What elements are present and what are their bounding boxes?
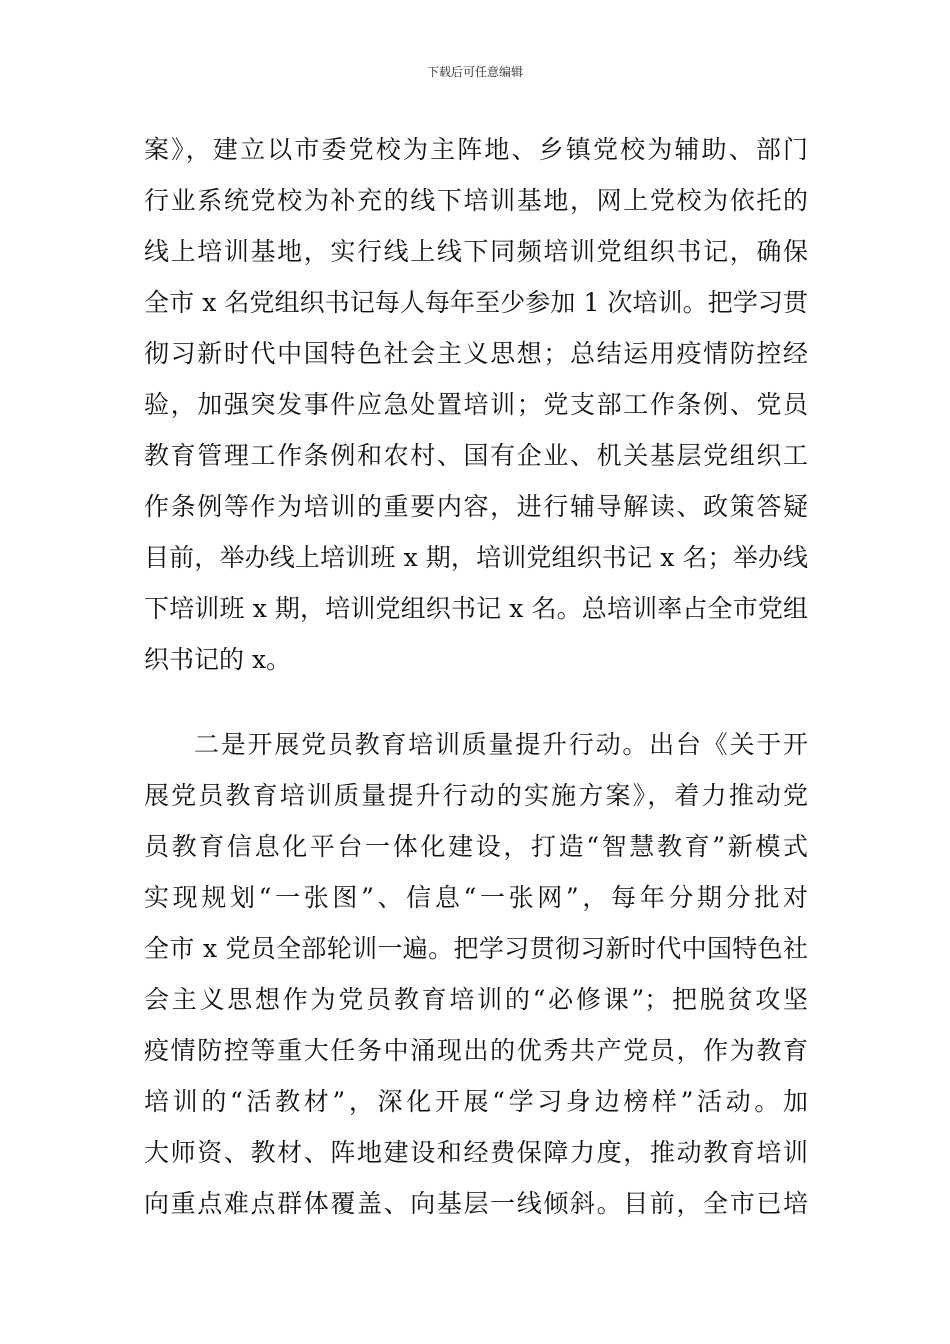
text-line: 织书记的 x。 [144,645,292,674]
text-line: 验，加强突发事件应急处置培训；党支部工作条例、党员 [144,390,808,419]
text-line: 目前，举办线上培训班 x 期，培训党组织书记 x 名；举办线 [144,543,808,572]
paragraph-member-education [144,719,808,1229]
text-line: 实现规划“一张图”、信息“一张网”，每年分期分批对 [144,883,808,912]
text-line: 彻习新时代中国特色社会主义思想；总结运用疫情防控经 [144,339,808,368]
text-line: 作条例等作为培训的重要内容，进行辅导解读、政策答疑 [144,492,808,521]
text-line: 教育管理工作条例和农村、国有企业、机关基层党组织工 [144,441,808,470]
text-line: 案》，建立以市委党校为主阵地、乡镇党校为辅助、部门 [144,135,808,164]
page-header: 下载后可任意编辑 [426,65,523,79]
text-line: 二是开展党员教育培训质量提升行动。出台《关于开 [194,730,808,759]
text-line: 展党员教育培训质量提升行动的实施方案》，着力推动党 [144,781,808,810]
text-line: 员教育信息化平台一体化建设，打造“智慧教育”新模式 [144,832,808,861]
text-line: 全市 x 名党组织书记每人每年至少参加 1 次培训。把学习贯 [144,288,808,317]
text-line: 疫情防控等重大任务中涌现出的优秀共产党员，作为教育 [144,1036,808,1065]
text-line: 大师资、教材、阵地建设和经费保障力度，推动教育培训 [144,1138,808,1167]
text-line: 培训的“活教材”，深化开展“学习身边榜样”活动。加 [144,1087,808,1116]
paragraph-training-secretaries [144,124,808,685]
text-line: 线上培训基地，实行线上线下同频培训党组织书记，确保 [144,237,808,266]
text-line: 下培训班 x 期，培训党组织书记 x 名。总培训率占全市党组 [144,594,808,623]
text-line: 行业系统党校为补充的线下培训基地，网上党校为依托的 [144,186,808,215]
text-line: 会主义思想作为党员教育培训的“必修课”；把脱贫攻坚 [144,985,808,1014]
text-line: 全市 x 党员全部轮训一遍。把学习贯彻习新时代中国特色社 [144,934,808,963]
text-line: 向重点难点群体覆盖、向基层一线倾斜。目前，全市已培 [144,1189,808,1218]
